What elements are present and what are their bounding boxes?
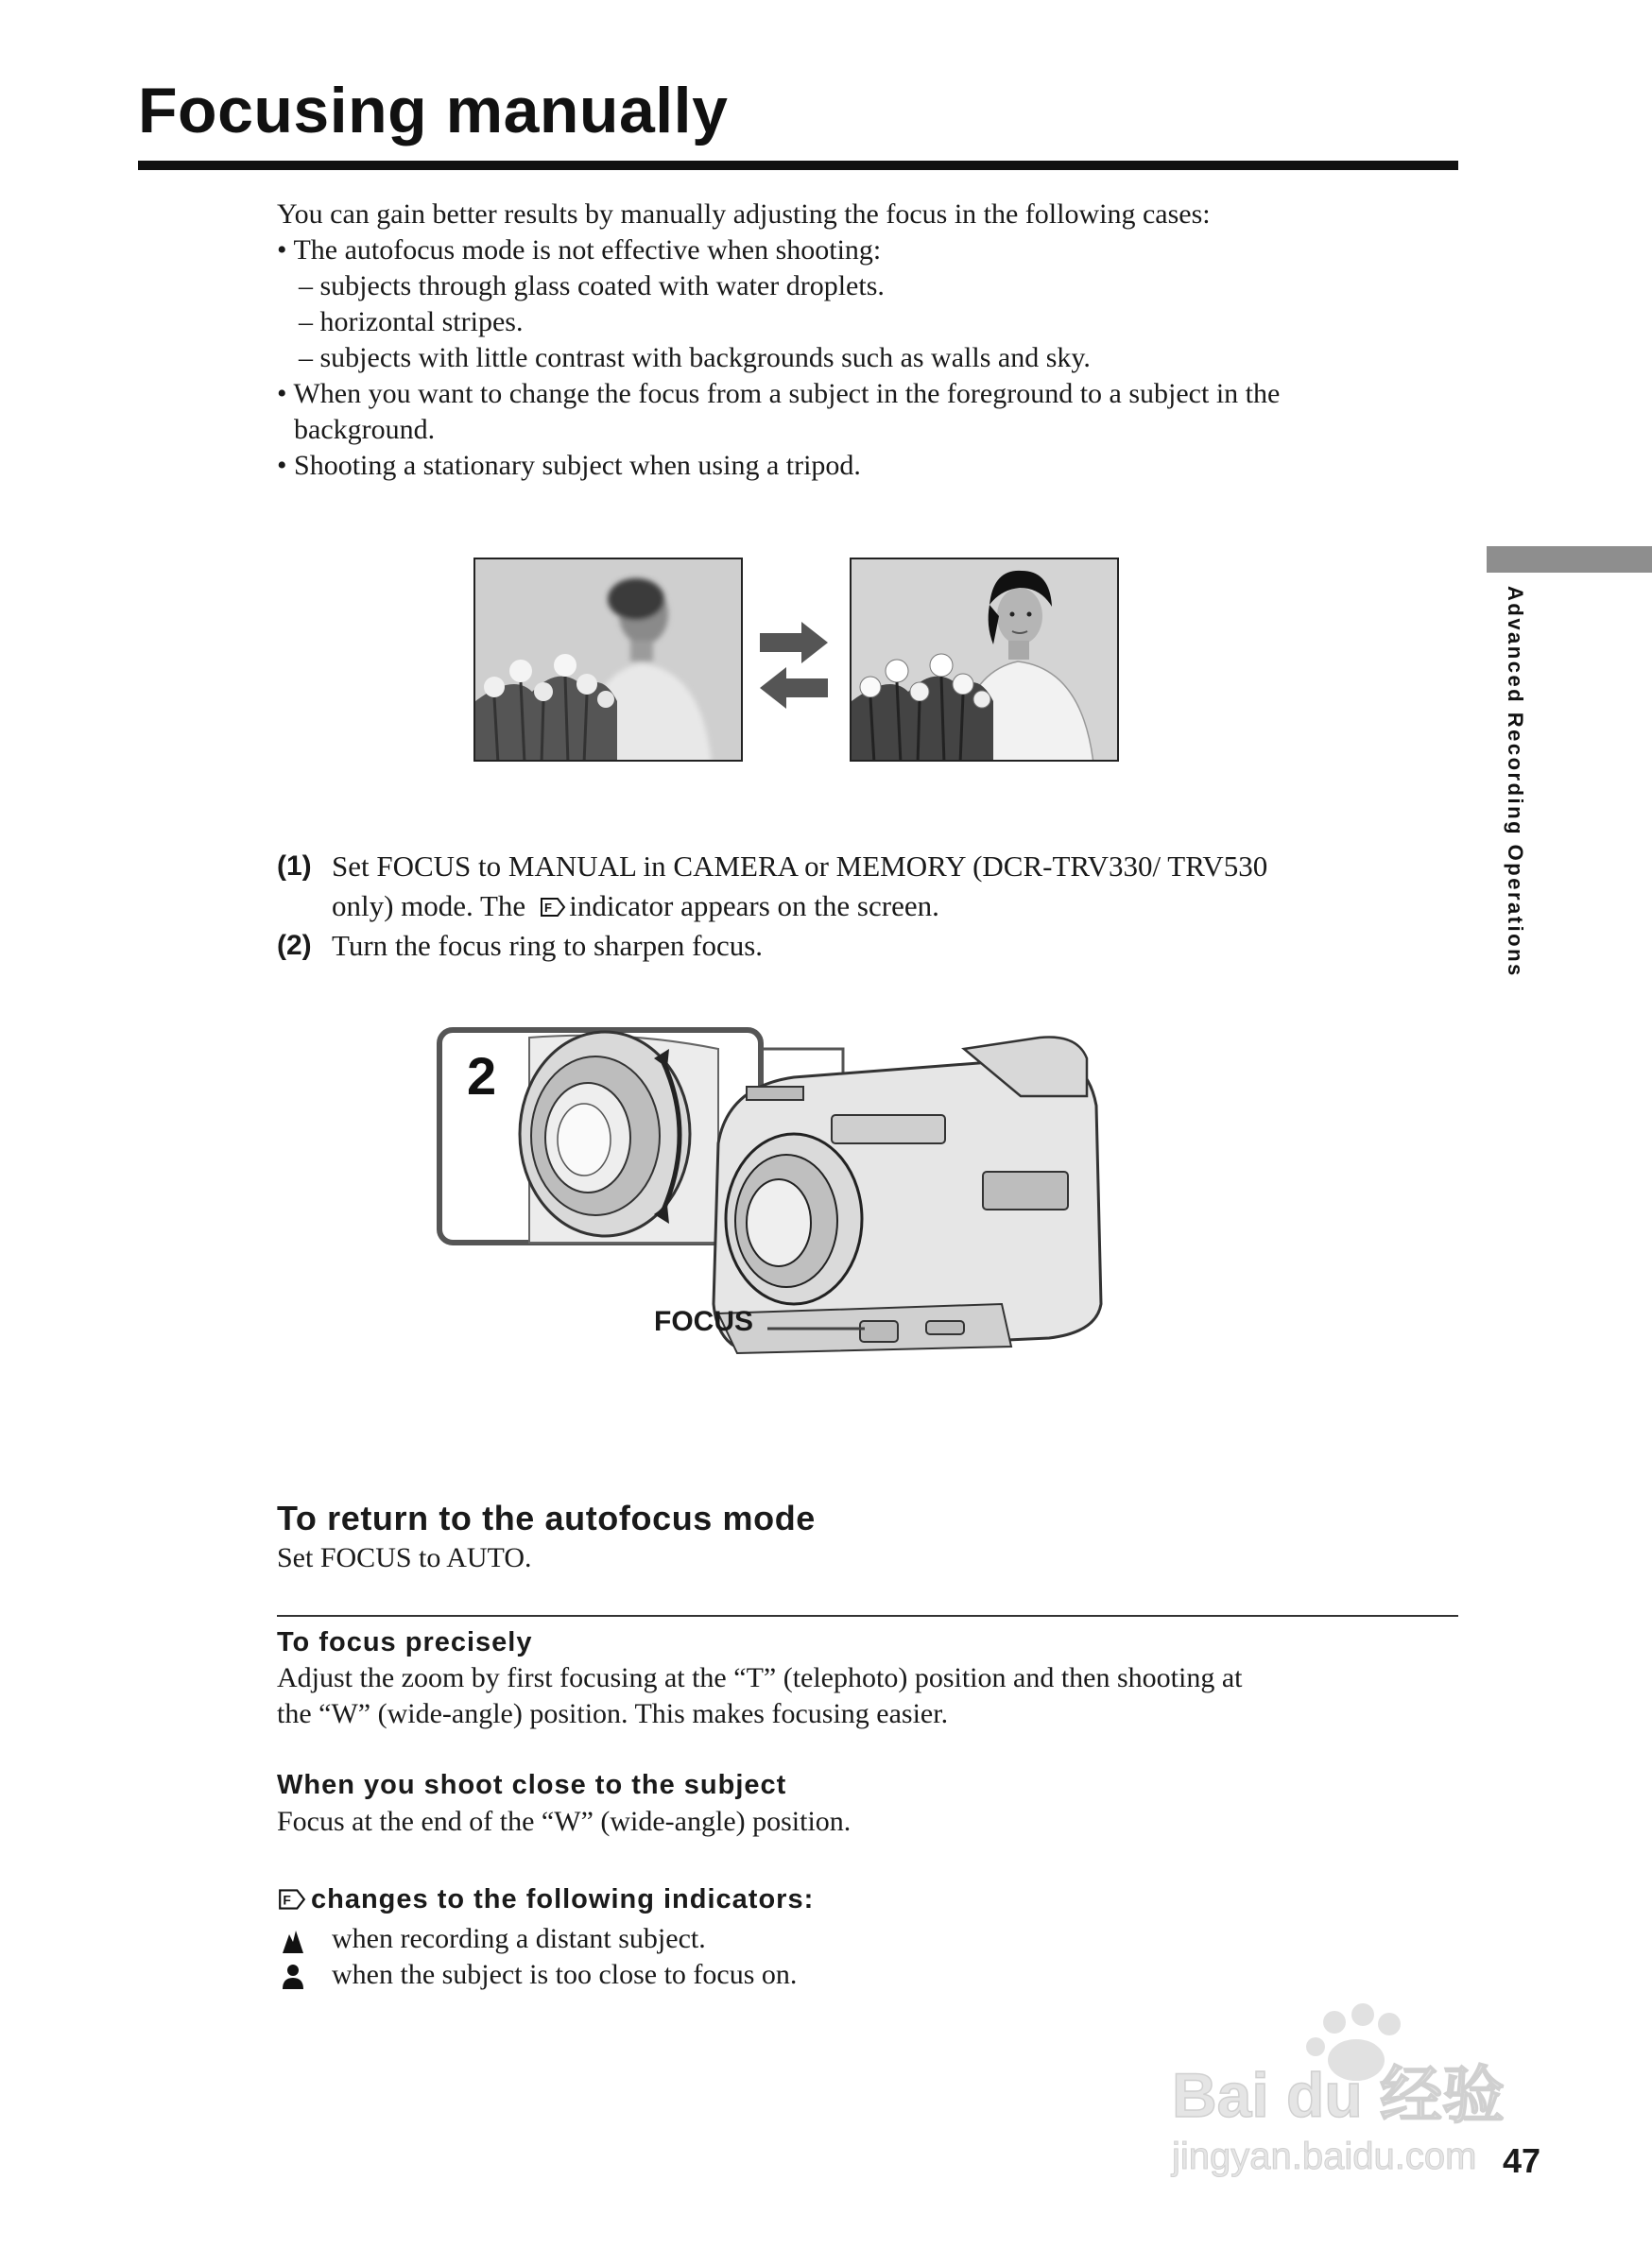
intro-section <box>277 197 1468 484</box>
step-item <box>277 847 1468 926</box>
step-number: (2) <box>277 930 312 961</box>
watermark-brand: Bai du 经验 <box>1172 2060 1506 2130</box>
intro-sub-item: – subjects through glass coated with water droplets. <box>299 270 885 301</box>
section-text: Set FOCUS to AUTO. <box>277 1542 532 1573</box>
indicators-heading: changes to the following indicators: <box>311 1884 815 1914</box>
note-text: the “W” (wide-angle) position. This makes focusing easier. <box>277 1698 949 1729</box>
indicator-item <box>277 1959 797 1991</box>
camcorder-illustration <box>435 1021 1285 1417</box>
blurred-photo <box>473 558 743 762</box>
section-tab-marker <box>1487 546 1652 573</box>
intro-bullet: • When you want to change the focus from a subject in the foreground to a subject in the <box>277 378 1281 409</box>
step-text: Turn the focus ring to sharpen focus. <box>332 929 764 962</box>
manual-focus-indicator-icon <box>277 1887 307 1912</box>
focus-switch-label: FOCUS <box>654 1306 753 1337</box>
section-divider <box>277 1615 1458 1617</box>
section-side-label: Advanced Recording Operations <box>1504 586 1527 978</box>
step-item <box>277 926 1468 966</box>
step-text: indicator appears on the screen. <box>569 889 939 922</box>
focused-photo <box>850 558 1119 762</box>
distant-subject-icon <box>281 1927 305 1955</box>
callout-number: 2 <box>467 1046 497 1106</box>
indicator-text: when the subject is too close to focus on. <box>332 1959 798 1990</box>
note-heading: When you shoot close to the subject <box>277 1770 787 1800</box>
intro-bullet-continuation: background. <box>294 414 436 445</box>
indicator-item <box>277 1923 706 1955</box>
indicators-heading-row <box>277 1884 814 1915</box>
intro-sub-item: – subjects with little contrast with backgrounds such as walls and sky. <box>299 342 1091 373</box>
page-title: Focusing manually <box>138 75 729 146</box>
camcorder-body <box>714 1037 1101 1353</box>
intro-bullet: • Shooting a stationary subject when using a tripod. <box>277 450 861 481</box>
too-close-icon <box>281 1963 305 1991</box>
svg-text:F: F <box>283 1892 292 1908</box>
step-text: only) mode. The <box>332 889 526 922</box>
note-text: Focus at the end of the “W” (wide-angle) position. <box>277 1806 852 1837</box>
steps-list <box>277 847 1468 966</box>
title-rule <box>138 161 1458 170</box>
indicator-text: when recording a distant subject. <box>332 1923 706 1954</box>
focus-ring-callout <box>439 1030 761 1243</box>
manual-focus-indicator-icon <box>539 896 567 918</box>
intro-lead: You can gain better results by manually adjusting the focus in the following cases: <box>277 198 1211 230</box>
note-heading: To focus precisely <box>277 1627 533 1657</box>
section-heading: To return to the autofocus mode <box>277 1499 816 1537</box>
page-number: 47 <box>1503 2141 1541 2180</box>
baidu-watermark <box>1115 1994 1559 2183</box>
intro-bullet: • The autofocus mode is not effective when shooting: <box>277 234 882 266</box>
watermark-url: jingyan.baidu.com <box>1172 2136 1477 2177</box>
step-number: (1) <box>277 850 312 882</box>
step-text: Set FOCUS to MANUAL in CAMERA or MEMORY (DCR-TRV330/ TRV530 <box>332 850 1268 883</box>
intro-sub-item: – horizontal stripes. <box>299 306 524 337</box>
svg-text:F: F <box>544 901 553 915</box>
swap-arrows-icon <box>756 618 832 712</box>
note-text: Adjust the zoom by first focusing at the “T” (telephoto) position and then shooting at <box>277 1662 1243 1693</box>
